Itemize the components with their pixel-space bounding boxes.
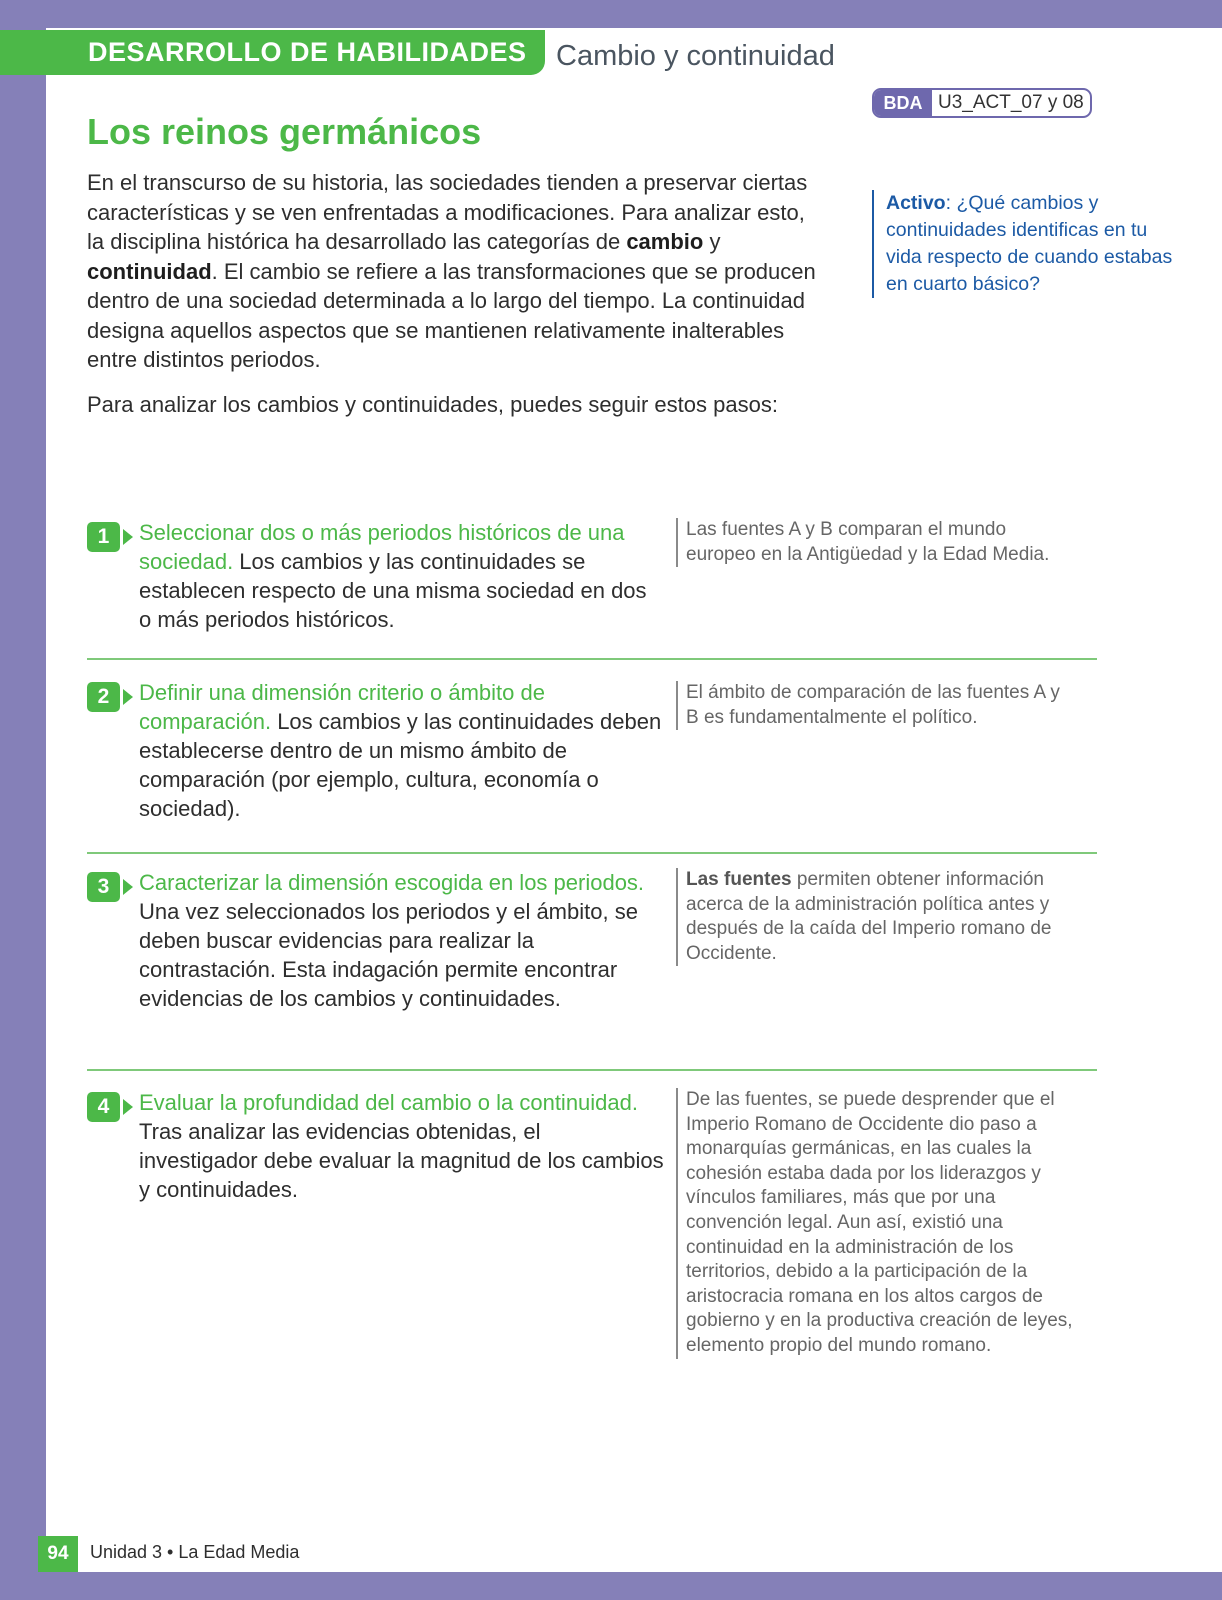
bda-code: U3_ACT_07 y 08 <box>938 92 1084 113</box>
activo-sidebar <box>872 190 1176 298</box>
step-heading: Seleccionar dos o más periodos históricos de una sociedad. <box>139 520 625 574</box>
step-separator <box>87 852 1097 854</box>
step-number-badge: 3 <box>87 872 120 902</box>
step-heading: Definir una dimensión criterio o ámbito de comparación. <box>139 680 545 734</box>
intro-text-1: En el transcurso de su historia, las sociedades tienden a preservar ciertas características y se ven enfrentadas a modificaciones. Para analizar esto, la disciplina histórica ha desarrollado las categorías de <box>87 170 808 254</box>
intro-text-3: . El cambio se refiere a las transformaciones que se producen dentro de una sociedad determinada a lo largo del tiempo. La continuidad designa aquellos aspectos que se mantienen relativamente inalterables entre distintos periodos. <box>87 258 816 372</box>
page-frame-bottom <box>0 1572 1222 1600</box>
step-body: Los cambios y las continuidades se establecen respecto de una misma sociedad en dos o más periodos históricos. <box>139 549 647 632</box>
bda-tag: BDA <box>874 90 932 116</box>
step-example-note: De las fuentes, se puede desprender que el Imperio Romano de Occidente dio paso a monarquías germánicas, en las cuales la cohesión estaba dada por los liderazgos y vínculos familiares, más que por una convención legal. Aun así, existió una continuidad en la administración de los territorios, debido a la participación de la aristocracia romana en los altos cargos de gobierno y en la productiva creación de leyes, elemento propio del mundo romano. <box>676 1088 1076 1359</box>
play-arrow-icon <box>123 879 133 895</box>
step-text <box>139 868 664 1013</box>
page-frame-left <box>0 0 46 1600</box>
step-body: Una vez seleccionados los periodos y el ámbito, se deben buscar evidencias para realizar la contrastación. Esta indagación permite encontrar evidencias de los cambios y continuidades. <box>139 899 638 1011</box>
intro-term-cambio: cambio <box>626 229 704 254</box>
note-text: permiten obtener información acerca de la administración política antes y después de la caída del Imperio romano de Occidente. <box>686 869 1052 964</box>
step-body: Los cambios y las continuidades deben establecerse dentro de un mismo ámbito de comparación (por ejemplo, cultura, economía o sociedad). <box>139 709 662 821</box>
step-text <box>139 678 664 823</box>
play-arrow-icon <box>123 1099 133 1115</box>
step-text <box>139 1088 664 1204</box>
step-example-note <box>676 868 1076 966</box>
steps-intro: Para analizar los cambios y continuidades, puedes seguir estos pasos: <box>87 392 778 417</box>
intro-text-2: y <box>703 229 721 254</box>
play-arrow-icon <box>123 689 133 705</box>
bda-reference <box>872 88 1092 118</box>
activo-label: Activo <box>886 192 946 214</box>
step-heading: Evaluar la profundidad del cambio o la continuidad. <box>139 1090 638 1115</box>
footer-unit-label: Unidad 3 • La Edad Media <box>90 1542 300 1562</box>
step-example-note: El ámbito de comparación de las fuentes A y B es fundamentalmente el político. <box>676 681 1076 730</box>
step-example-note: Las fuentes A y B comparan el mundo europeo en la Antigüedad y la Edad Media. <box>676 518 1076 567</box>
step-separator <box>87 658 1097 660</box>
step-body: Tras analizar las evidencias obtenidas, el investigador debe evaluar la magnitud de los cambios y continuidades. <box>139 1119 664 1202</box>
step-number-badge: 2 <box>87 682 120 712</box>
page-frame-top <box>0 0 1222 28</box>
activo-question: : ¿Qué cambios y continuidades identificas en tu vida respecto de cuando estabas en cuarto básico? <box>886 192 1173 295</box>
play-arrow-icon <box>123 529 133 545</box>
step-text <box>139 518 664 634</box>
step-number-badge: 4 <box>87 1092 120 1122</box>
step-heading: Caracterizar la dimensión escogida en los periodos. <box>139 870 645 895</box>
step-separator <box>87 1069 1097 1071</box>
section-subtitle: Cambio y continuidad <box>556 40 835 72</box>
note-bold-lead: Las fuentes <box>686 869 792 890</box>
section-header: DESARROLLO DE HABILIDADES <box>0 30 545 75</box>
page-number: 94 <box>38 1536 78 1572</box>
intro-paragraph <box>87 168 827 375</box>
page-title: Los reinos germánicos <box>87 111 482 152</box>
intro-term-continuidad: continuidad <box>87 258 212 284</box>
step-number-badge: 1 <box>87 522 120 552</box>
